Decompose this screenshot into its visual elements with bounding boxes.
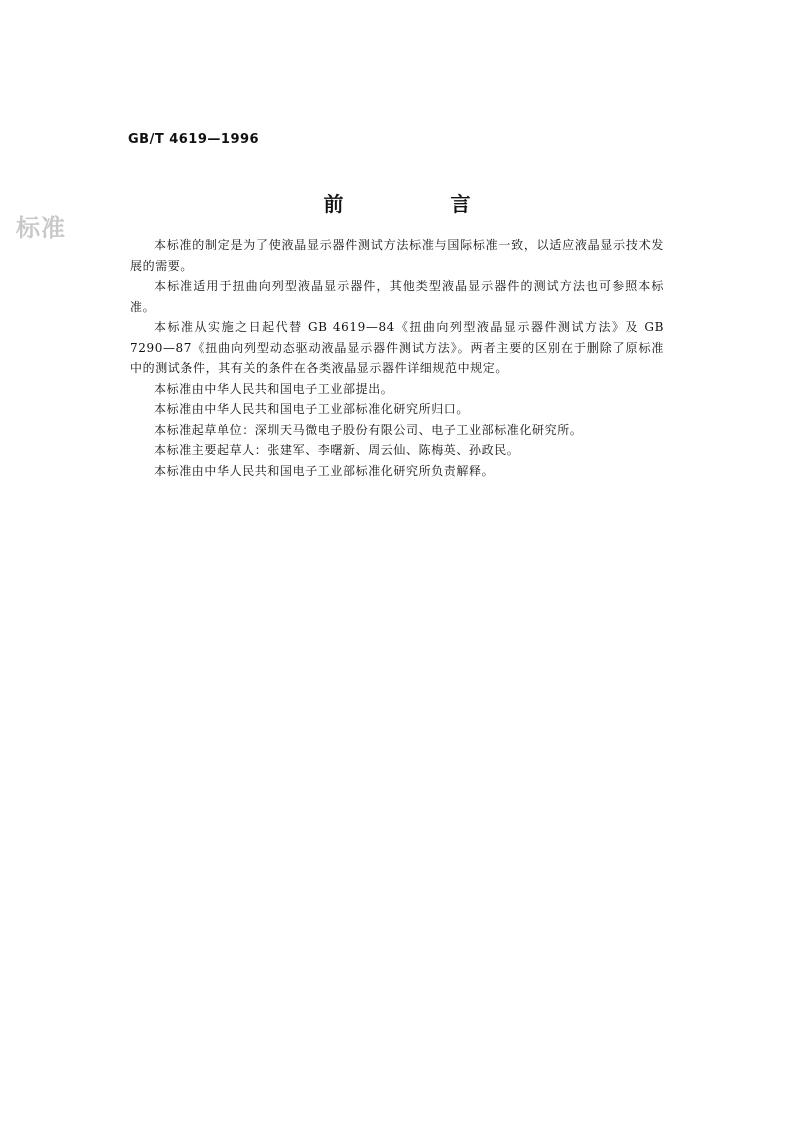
paragraph-drafting-units: 本标准起草单位：深圳天马微电子股份有限公司、电子工业部标准化研究所。 — [154, 422, 583, 437]
foreword-body — [130, 235, 664, 481]
paragraph-drafters: 本标准主要起草人：张建军、李曙新、周云仙、陈梅英、孙政民。 — [154, 443, 520, 457]
standard-code: GB/T 4619—1996 — [128, 132, 260, 147]
paragraph-centralized: 本标准由中华人民共和国电子工业部标准化研究所归口。 — [154, 402, 470, 416]
watermark-stamp: 标准 — [16, 214, 66, 242]
paragraph-interpretation: 本标准由中华人民共和国电子工业部标准化研究所负责解释。 — [154, 463, 495, 478]
paragraph-proposer: 本标准由中华人民共和国电子工业部提出。 — [154, 381, 394, 396]
paragraph-replacement: 本标准从实施之日起代替 GB 4619—84《扭曲向列型液晶显示器件测试方法》及 GB 7290—87《扭曲向列型动态驱动液晶显示器件测试方法》。两者主要的区别在于删除了原标准中的测试条件，其有关的条件在各类液晶显示器件详细规范中规定。 — [130, 320, 664, 375]
paragraph-scope: 本标准适用于扭曲向列型液晶显示器件，其他类型液晶显示器件的测试方法也可参照本标准。 — [130, 279, 664, 314]
section-title: 前 言 — [323, 192, 521, 216]
paragraph-purpose: 本标准的制定是为了使液晶显示器件测试方法标准与国际标准一致，以适应液晶显示技术发展的需要。 — [130, 238, 664, 273]
